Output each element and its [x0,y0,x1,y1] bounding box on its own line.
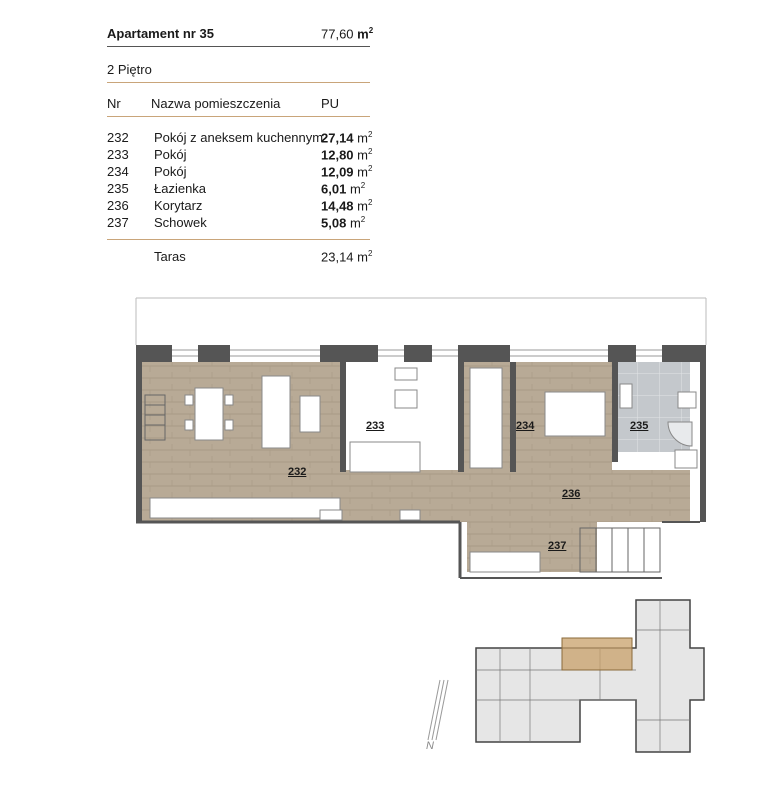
room-area-unit: m [357,198,369,214]
col-pu: PU [321,96,340,111]
room-nr: 234 [107,164,129,179]
room-name: Pokój [154,164,187,179]
room-area-unit: m [357,130,369,146]
room-nr: 232 [107,130,129,145]
room-area-value: 14,48 [321,198,354,214]
room-nr: 236 [107,198,129,213]
room-area-value: 12,80 [321,147,354,163]
plan-label-232: 232 [288,466,307,478]
room-area-value: 5,08 [321,215,347,231]
room-nr: 235 [107,181,129,196]
room-name: Pokój z aneksem kuchennym [154,130,324,145]
floor-label: 2 Piętro [107,62,152,77]
room-area-value: 12,09 [321,164,354,180]
room-area-unit: m [357,147,369,163]
room-area: 12,09 $m^2$ [321,164,373,180]
room-area-value: 27,14 [321,130,354,146]
apartment-area-unit: m [357,26,369,42]
col-nr: Nr [107,96,121,111]
terrace-area: 23,14 $m^2$ [321,249,373,265]
room-area: 27,14 $m^2$ [321,130,373,146]
room-area: 5,08 $m^2$ [321,215,366,231]
plan-label-234: 234 [516,420,535,432]
room-name: Łazienka [154,181,207,196]
room-area: 12,80 $m^2$ [321,147,373,163]
room-nr: 233 [107,147,129,162]
room-area-value: 6,01 [321,181,347,197]
room-name: Pokój [154,147,187,162]
room-nr: 237 [107,215,129,230]
apartment-area: 77,60 $m^2$ [321,26,374,42]
room-area-unit: m [349,181,361,197]
col-name: Nazwa pomieszczenia [151,96,281,111]
plan-label-236: 236 [562,488,581,500]
room-name: Schowek [154,215,207,230]
plan-label-233: 233 [366,420,385,432]
room-area: 6,01 $m^2$ [321,181,366,197]
room-area-unit: m [357,164,369,180]
room-name: Korytarz [154,198,203,213]
compass-north: N [426,740,434,752]
terrace-area-value: 23,14 m [321,249,368,265]
room-area: 14,48 $m^2$ [321,198,373,214]
plan-label-237: 237 [548,540,567,552]
apartment-title: Apartament nr 35 [107,26,214,41]
apartment-area-value: 77,60 [321,26,354,42]
room-area-unit: m [349,215,361,231]
key-plan-highlight [562,638,632,670]
terrace-name: Taras [154,249,186,264]
plan-label-235: 235 [630,420,649,432]
